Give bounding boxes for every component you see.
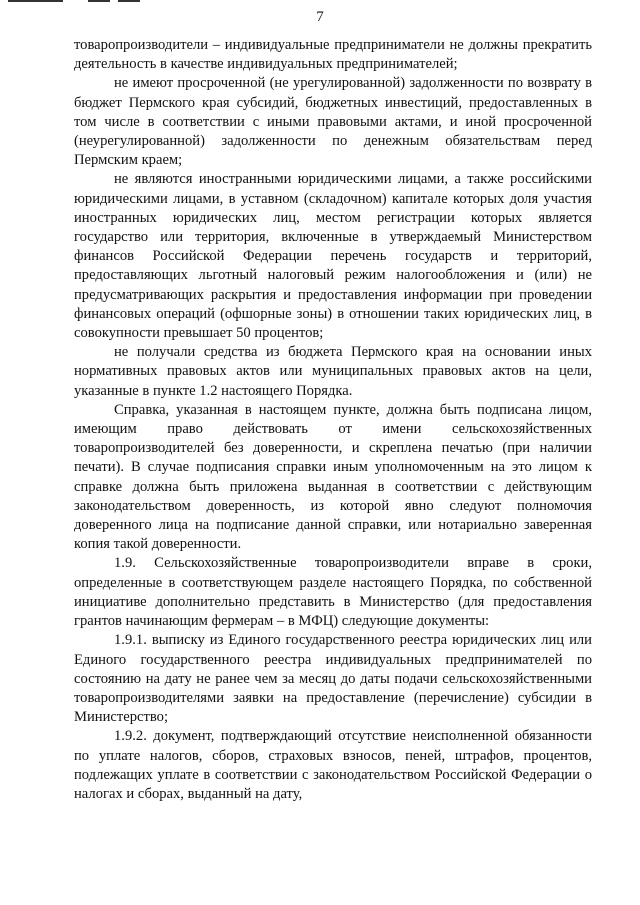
paragraph-1-9: 1.9. Сельскохозяйственные товаропроизводители вправе в сроки, определенные в соответствующем разделе настоящего Порядка, по собственной инициативе дополнительно представить в Министерство (для предоставления грантов начинающим фермерам – в МФЦ) следующие документы: — [74, 555, 592, 630]
scan-artifact — [0, 0, 200, 3]
paragraph-no-other-funds: не получали средства из бюджета Пермского края на основании иных нормативных правовых актов или муниципальных правовых актов на цели, указанные в пункте 1.2 настоящего Порядка. — [74, 344, 592, 399]
paragraph-certificate: Справка, указанная в настоящем пункте, должна быть подписана лицом, имеющим право действовать от имени сельскохозяйственных товаропроизводителей без доверенности, и скреплена печатью (при наличии печати). В случае подписания справки иным уполномоченным на это лицом к справке должна быть приложена выданная в соответствии с действующим законодательством доверенность, из которой явно следуют полномочия доверенного лица на подписание данной справки, или нотариально заверенная копия такой доверенности. — [74, 401, 592, 553]
paragraph-no-debt: не имеют просроченной (не урегулированной) задолженности по возврату в бюджет Пермского края субсидий, бюджетных инвестиций, предоставленных в том числе в соответствии с иными правовыми актами, и иной просроченной (неурегулированной) задолженности по денежным обязательствам перед Пермским краем; — [74, 75, 592, 169]
document-body — [74, 36, 592, 804]
paragraph-1-9-2: 1.9.2. документ, подтверждающий отсутствие неисполненной обязанности по уплате налогов, сборов, страховых взносов, пеней, штрафов, процентов, подлежащих уплате в соответствии с законодательством Российской Федерации о налогах и сборах, выданный на дату, — [74, 728, 592, 802]
paragraph-continuation: товаропроизводители – индивидуальные предприниматели не должны прекратить деятельность в качестве индивидуальных предпринимателей; — [74, 37, 592, 73]
paragraph-not-foreign: не являются иностранными юридическими лицами, а также российскими юридическими лицами, в уставном (складочном) капитале которых доля участия иностранных юридических лиц, местом регистрации которых является государство или территория, включенные в утверждаемый Министерством финансов Российской Федерации перечень государств и территорий, предоставляющих льготный налоговый режим налогообложения и (или) не предусматривающих раскрытия и предоставления информации при проведении финансовых операций (офшорные зоны) в отношении таких юридических лиц, в совокупности превышает 50 процентов; — [74, 171, 592, 342]
page-number: 7 — [316, 9, 324, 25]
paragraph-1-9-1: 1.9.1. выписку из Единого государственного реестра юридических лиц или Единого государственного реестра индивидуальных предпринимателей по состоянию на дату не ранее чем за месяц до даты подачи сельскохозяйственными товаропроизводителями заявки на предоставление (перечисление) субсидии в Министерство; — [74, 632, 592, 726]
